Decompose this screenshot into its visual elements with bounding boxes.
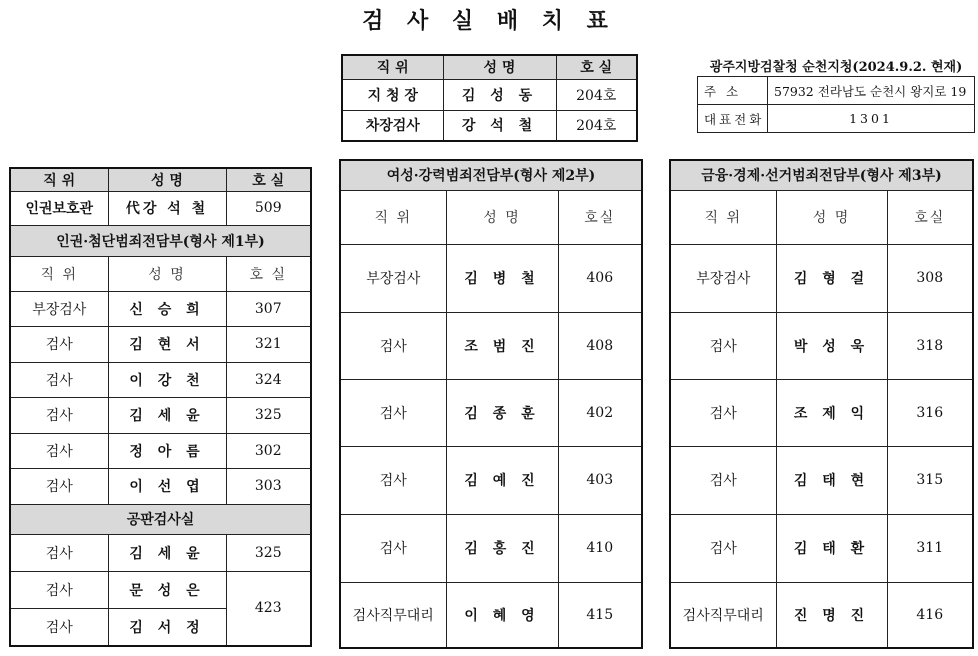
name-cell: 이 선 엽 xyxy=(108,468,226,504)
table-row xyxy=(10,291,311,326)
table-row xyxy=(10,433,311,468)
header-position: 직 위 xyxy=(670,190,776,244)
position-cell: 부장검사 xyxy=(340,244,446,312)
header-position: 직 위 xyxy=(342,55,443,79)
table-row xyxy=(670,244,973,312)
name-cell: 김 태 환 xyxy=(776,514,887,582)
position-cell: 부장검사 xyxy=(10,291,108,326)
header-position: 직 위 xyxy=(340,190,446,244)
room-cell: 415 xyxy=(558,582,642,648)
name-cell: 김 예 진 xyxy=(446,446,558,514)
name-cell: 김 서 정 xyxy=(108,608,226,646)
header-name: 성 명 xyxy=(443,55,556,79)
table-row xyxy=(342,110,637,141)
header-room: 호실 xyxy=(558,190,642,244)
position-cell: 검사 xyxy=(10,433,108,468)
dept3-table xyxy=(669,159,974,649)
table-row xyxy=(670,312,973,379)
room-cell: 308 xyxy=(887,244,973,312)
position-cell: 검사 xyxy=(10,608,108,646)
name-cell: 정 아 름 xyxy=(108,433,226,468)
name-cell: 조 범 진 xyxy=(446,312,558,379)
position-cell: 인권보호관 xyxy=(10,191,108,225)
name-cell: 강 석 철 xyxy=(443,110,556,141)
position-cell: 검사 xyxy=(340,446,446,514)
address-value: 57932 전라남도 순천시 왕지로 19 xyxy=(768,77,975,105)
dept1-title: 인권·첨단범죄전담부(형사 제1부) xyxy=(10,225,311,256)
table-row xyxy=(340,312,642,379)
position-cell: 검사 xyxy=(10,362,108,397)
name-cell: 김 홍 진 xyxy=(446,514,558,582)
dept3-title: 금융·경제·선거범죄전담부(형사 제3부) xyxy=(670,160,973,190)
position-cell: 검사 xyxy=(10,571,108,608)
room-cell: 402 xyxy=(558,379,642,446)
room-cell: 311 xyxy=(887,514,973,582)
position-cell: 검사직무대리 xyxy=(670,582,776,648)
name-cell: 조 제 익 xyxy=(776,379,887,446)
left-header-row xyxy=(10,168,311,191)
position-cell: 검사 xyxy=(340,379,446,446)
name-cell: 김 종 훈 xyxy=(446,379,558,446)
table-row xyxy=(10,397,311,433)
name-cell: 김 형 걸 xyxy=(776,244,887,312)
dept1-title-row xyxy=(10,225,311,256)
protector-row xyxy=(10,191,311,225)
name-cell: 김 성 동 xyxy=(443,79,556,110)
header-name: 성 명 xyxy=(108,256,226,291)
position-cell: 검사 xyxy=(670,379,776,446)
room-cell: 325 xyxy=(226,534,311,571)
table-row xyxy=(340,244,642,312)
table-row xyxy=(340,514,642,582)
name-cell: 이 혜 영 xyxy=(446,582,558,648)
dept3-header-row xyxy=(670,190,973,244)
dept3-title-row xyxy=(670,160,973,190)
position-cell: 검사 xyxy=(10,326,108,362)
dept2-header-row xyxy=(340,190,642,244)
room-cell: 416 xyxy=(887,582,973,648)
table-row xyxy=(670,514,973,582)
trial-title-row xyxy=(10,504,311,534)
room-cell: 423 xyxy=(226,571,311,646)
phone-value: 1301 xyxy=(768,105,975,133)
room-cell: 509 xyxy=(226,191,311,225)
room-cell: 204호 xyxy=(556,110,637,141)
room-cell: 307 xyxy=(226,291,311,326)
header-position: 직 위 xyxy=(10,168,108,191)
page-title: 검 사 실 배 치 표 xyxy=(362,8,616,34)
room-cell: 318 xyxy=(887,312,973,379)
table-row xyxy=(10,571,311,608)
position-cell: 검사직무대리 xyxy=(340,582,446,648)
phone-label: 대표전화 xyxy=(698,105,768,133)
office-info-table xyxy=(697,76,975,133)
header-position: 직 위 xyxy=(10,256,108,291)
office-title: 광주지방검찰청 순천지청(2024.9.2. 현재) xyxy=(709,60,963,75)
position-cell: 검사 xyxy=(10,534,108,571)
room-cell: 315 xyxy=(887,446,973,514)
header-name: 성 명 xyxy=(446,190,558,244)
name-cell: 진 명 진 xyxy=(776,582,887,648)
address-row xyxy=(698,77,975,105)
table-row xyxy=(10,326,311,362)
position-cell: 검사 xyxy=(10,397,108,433)
position-cell: 검사 xyxy=(340,514,446,582)
header-room: 호 실 xyxy=(226,256,311,291)
position-cell: 검사 xyxy=(670,312,776,379)
dept2-table xyxy=(339,159,643,649)
room-cell: 316 xyxy=(887,379,973,446)
room-cell: 321 xyxy=(226,326,311,362)
header-room: 호 실 xyxy=(556,55,637,79)
table-row xyxy=(342,79,637,110)
header-room: 호실 xyxy=(887,190,973,244)
position-cell: 검사 xyxy=(10,468,108,504)
name-cell: 김 세 윤 xyxy=(108,534,226,571)
name-cell: 代강 석 철 xyxy=(108,191,226,225)
address-label: 주 소 xyxy=(698,77,768,105)
room-cell: 303 xyxy=(226,468,311,504)
table-row xyxy=(10,534,311,571)
position-cell: 검사 xyxy=(340,312,446,379)
position-cell: 부장검사 xyxy=(670,244,776,312)
table-row xyxy=(340,582,642,648)
table-row xyxy=(10,362,311,397)
name-cell: 김 현 서 xyxy=(108,326,226,362)
name-cell: 문 성 은 xyxy=(108,571,226,608)
left-table xyxy=(9,167,312,647)
position-cell: 지 청 장 xyxy=(342,79,443,110)
name-cell: 이 강 천 xyxy=(108,362,226,397)
table-row xyxy=(340,379,642,446)
trial-title: 공판검사실 xyxy=(10,504,311,534)
phone-row xyxy=(698,105,975,133)
room-cell: 325 xyxy=(226,397,311,433)
dept2-title: 여성·강력범죄전담부(형사 제2부) xyxy=(340,160,642,190)
room-cell: 324 xyxy=(226,362,311,397)
leaders-table xyxy=(341,54,638,142)
leaders-header-row xyxy=(342,55,637,79)
name-cell: 박 성 욱 xyxy=(776,312,887,379)
dept1-header-row xyxy=(10,256,311,291)
room-cell: 403 xyxy=(558,446,642,514)
position-cell: 검사 xyxy=(670,514,776,582)
table-row xyxy=(10,468,311,504)
room-cell: 410 xyxy=(558,514,642,582)
name-cell: 김 병 철 xyxy=(446,244,558,312)
name-cell: 김 세 윤 xyxy=(108,397,226,433)
table-row xyxy=(670,446,973,514)
room-cell: 408 xyxy=(558,312,642,379)
table-row xyxy=(340,446,642,514)
room-cell: 302 xyxy=(226,433,311,468)
name-cell: 신 승 희 xyxy=(108,291,226,326)
header-name: 성 명 xyxy=(108,168,226,191)
header-room: 호 실 xyxy=(226,168,311,191)
room-cell: 406 xyxy=(558,244,642,312)
header-name: 성 명 xyxy=(776,190,887,244)
table-row xyxy=(670,379,973,446)
dept2-title-row xyxy=(340,160,642,190)
position-cell: 검사 xyxy=(670,446,776,514)
room-cell: 204호 xyxy=(556,79,637,110)
position-cell: 차장검사 xyxy=(342,110,443,141)
name-cell: 김 태 현 xyxy=(776,446,887,514)
table-row xyxy=(670,582,973,648)
